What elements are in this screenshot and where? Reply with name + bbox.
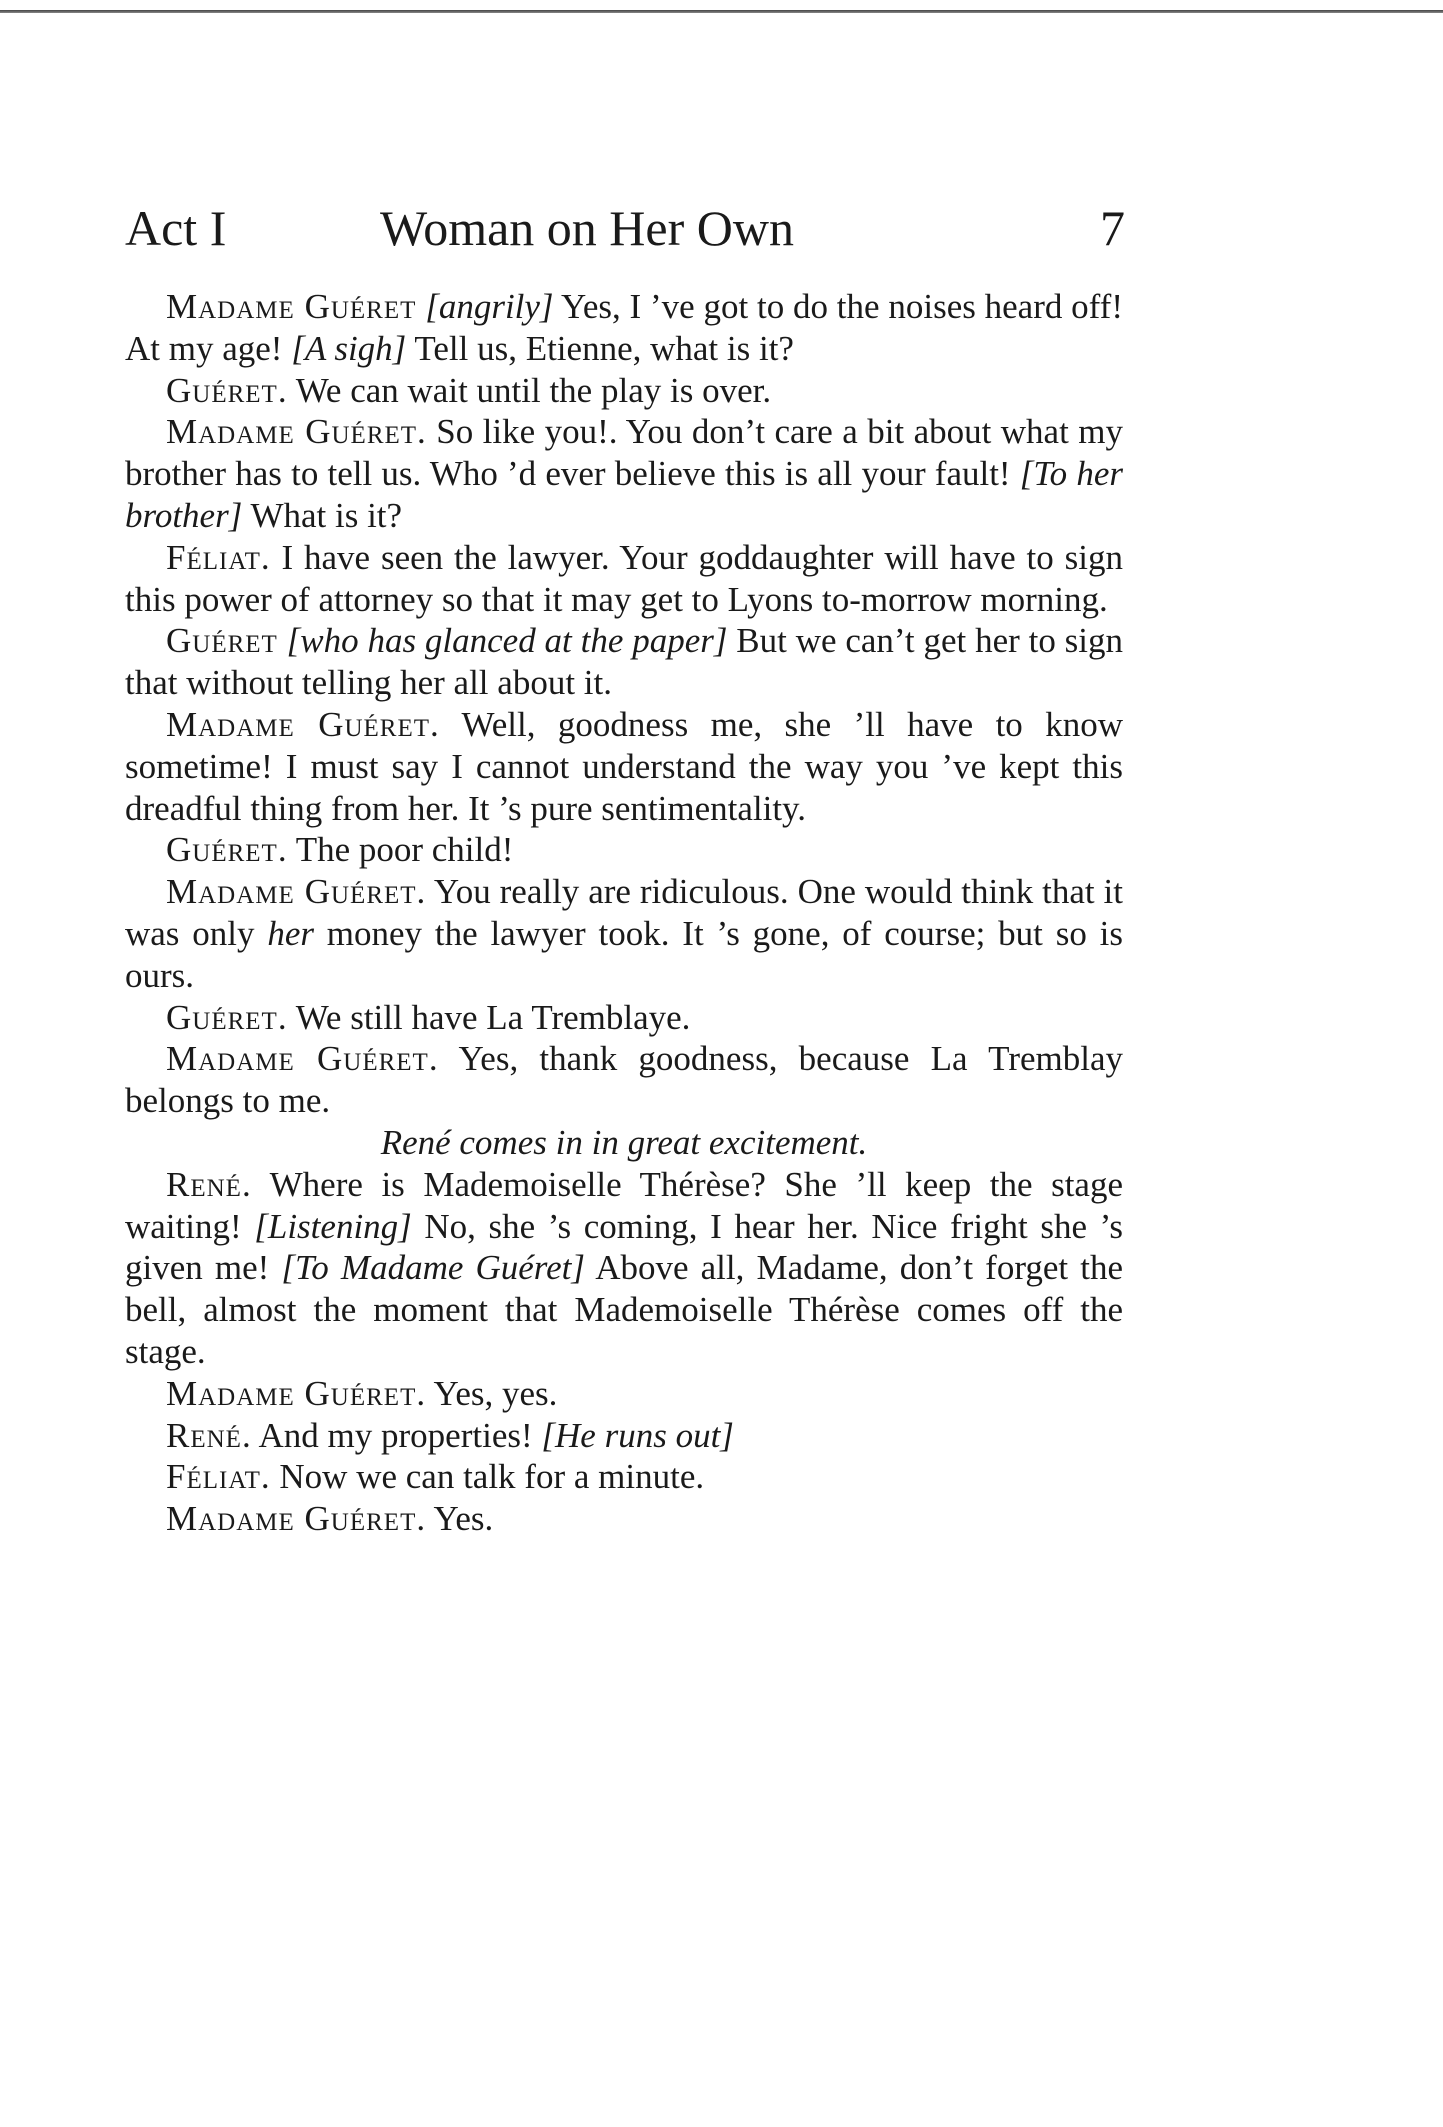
dialogue-paragraph (125, 286, 1123, 370)
dialogue-paragraph (125, 1415, 1123, 1457)
dialogue-paragraph (125, 704, 1123, 829)
speaker-name: Guéret. (166, 997, 288, 1037)
dialogue-text: What is it? (242, 495, 403, 535)
dialogue-paragraph (125, 1456, 1123, 1498)
dialogue-text: We can wait until the play is over. (287, 370, 772, 410)
speaker-name: Guéret. (166, 830, 288, 870)
dialogue-paragraph (125, 1373, 1123, 1415)
dialogue-text: No, she ’s coming, I hear her. Nice fright she ’s given me! (125, 1206, 1123, 1288)
speaker-name: René. (166, 1415, 252, 1455)
dialogue-text: Yes, I ’ve got to do the noises heard off! At my age! (125, 287, 1123, 368)
dialogue-text: Yes, thank goodness, because La Tremblay belongs to me. (125, 1039, 1123, 1121)
speaker-name: Féliat. (166, 537, 271, 577)
dialogue-paragraph (125, 997, 1123, 1039)
stage-direction: [A sigh] (291, 328, 407, 368)
dialogue-text: Where is Mademoiselle Thérèse? She ’ll keep the stage waiting! (125, 1164, 1123, 1246)
emphasis-text: her (267, 913, 314, 953)
dialogue-paragraph (125, 620, 1123, 704)
stage-direction-line: René comes in in great excitement. (380, 1122, 868, 1162)
dialogue-text: Yes. (426, 1499, 494, 1539)
stage-direction: [angrily] (425, 287, 554, 326)
speaker-name: Madame Guéret. (166, 1499, 427, 1539)
top-border-line (0, 10, 1443, 13)
speaker-name: Guéret. (166, 370, 288, 410)
dialogue-paragraph (125, 411, 1123, 536)
speaker-name: Madame Guéret (166, 287, 417, 326)
stage-direction: [who has glanced at the paper] (286, 621, 728, 661)
dialogue-paragraph (125, 829, 1123, 871)
speaker-name: Madame Guéret. (166, 1039, 439, 1079)
dialogue-paragraph (125, 370, 1123, 412)
speaker-name: René. (166, 1164, 252, 1204)
dialogue-text: Above all, Madame, don’t forget the bell, almost the moment that Mademoiselle Thérèse comes off the stage. (125, 1248, 1123, 1371)
dialogue-text: We still have La Tremblaye. (287, 997, 691, 1037)
dialogue-text: Tell us, Etienne, what is it? (406, 328, 794, 368)
dialogue-text: And my properties! (251, 1415, 542, 1455)
dialogue-text: So like you!. You don’t care a bit about what my brother has to tell us. Who ’d ever believe this is all your fault! (125, 412, 1123, 494)
dialogue-text: The poor child! (287, 830, 514, 870)
dialogue-text: Well, goodness me, she ’ll have to know sometime! I must say I cannot understand the way you ’ve kept this dreadful thing from her. It ’s pure sentimentality. (125, 704, 1123, 828)
stage-direction: [Listening] (254, 1206, 412, 1246)
page-body (125, 286, 1123, 1540)
speaker-name: Féliat. (166, 1457, 271, 1497)
book-title: Woman on Her Own (380, 200, 794, 256)
dialogue-text: Now we can talk for a minute. (270, 1457, 705, 1497)
dialogue-text: money the lawyer took. It ’s gone, of course; but so is ours. (125, 913, 1124, 995)
stage-direction: [To her brother] (125, 454, 1123, 535)
dialogue-paragraph (125, 537, 1123, 621)
running-header (125, 198, 1125, 258)
dialogue-text: I have seen the lawyer. Your goddaughter will have to sign this power of attorney so that it may get to Lyons to-morrow morning. (125, 537, 1123, 619)
dialogue-paragraph (125, 871, 1123, 996)
dialogue-paragraph (125, 1038, 1123, 1122)
dialogue-text: But we can’t get her to sign that without telling her all about it. (125, 621, 1124, 703)
speaker-name: Madame Guéret. (166, 872, 427, 912)
act-label: Act I (125, 200, 227, 256)
dialogue-paragraph (125, 1498, 1123, 1540)
dialogue-paragraph (125, 1164, 1123, 1373)
stage-direction: [He runs out] (541, 1415, 734, 1455)
stage-direction: [To Madame Guéret] (281, 1248, 586, 1288)
page-number: 7 (1100, 200, 1125, 256)
dialogue-text: You really are ridiculous. One would think that it was only (125, 872, 1124, 953)
speaker-name: Madame Guéret. (166, 704, 440, 744)
speaker-name: Madame Guéret. (166, 412, 427, 452)
dialogue-text: Yes, yes. (426, 1373, 558, 1413)
speaker-name: Guéret (166, 621, 278, 661)
speaker-name: Madame Guéret. (166, 1373, 427, 1413)
